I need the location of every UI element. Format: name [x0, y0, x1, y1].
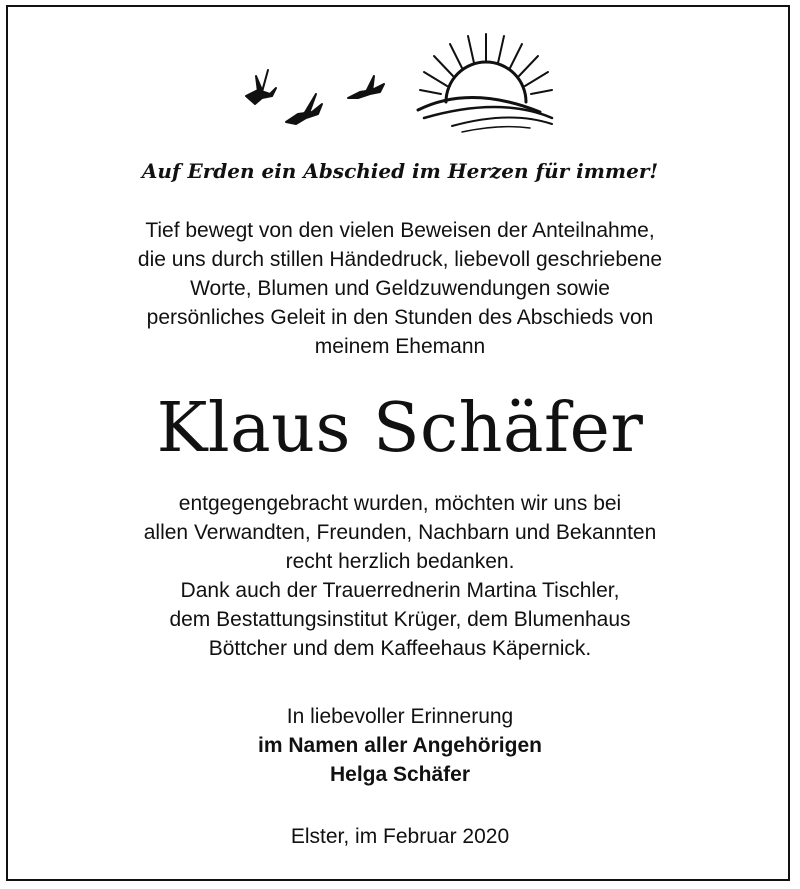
signature-block — [0, 702, 800, 789]
intro-line: die uns durch stillen Händedruck, liebevoll geschriebene — [137, 248, 663, 271]
intro-paragraph — [0, 216, 800, 361]
thanks-line: dem Bestattungsinstitut Krüger, dem Blumenhaus — [169, 608, 631, 631]
intro-line: Tief bewegt von den vielen Beweisen der Anteilnahme, — [145, 219, 655, 242]
intro-line: Worte, Blumen und Geldzuwendungen sowie — [190, 277, 610, 300]
signature-intro: In liebevoller Erinnerung — [286, 705, 514, 728]
signature-family: im Namen aller Angehörigen — [258, 734, 542, 757]
thanks-line: recht herzlich bedanken. — [285, 550, 515, 573]
intro-line: persönliches Geleit in den Stunden des Abschieds von — [146, 306, 654, 329]
deceased-name: Klaus Schäfer — [156, 389, 644, 468]
thanks-line: allen Verwandten, Freunden, Nachbarn und Bekannten — [143, 521, 657, 544]
thanks-paragraph — [0, 489, 800, 663]
signature-name: Helga Schäfer — [329, 763, 471, 786]
header-illustration — [0, 0, 800, 150]
thanks-line: Böttcher und dem Kaffeehaus Käpernick. — [208, 637, 592, 660]
place-date: Elster, im Februar 2020 — [290, 825, 510, 848]
intro-line: meinem Ehemann — [314, 335, 486, 358]
flying-birds-icon — [246, 70, 384, 124]
thanks-line: Dank auch der Trauerrednerin Martina Tischler, — [180, 579, 620, 602]
setting-sun-icon — [418, 34, 552, 132]
motto: Auf Erden ein Abschied im Herzen für immer! — [141, 159, 659, 183]
thanks-line: entgegengebracht wurden, möchten wir uns bei — [178, 492, 622, 515]
